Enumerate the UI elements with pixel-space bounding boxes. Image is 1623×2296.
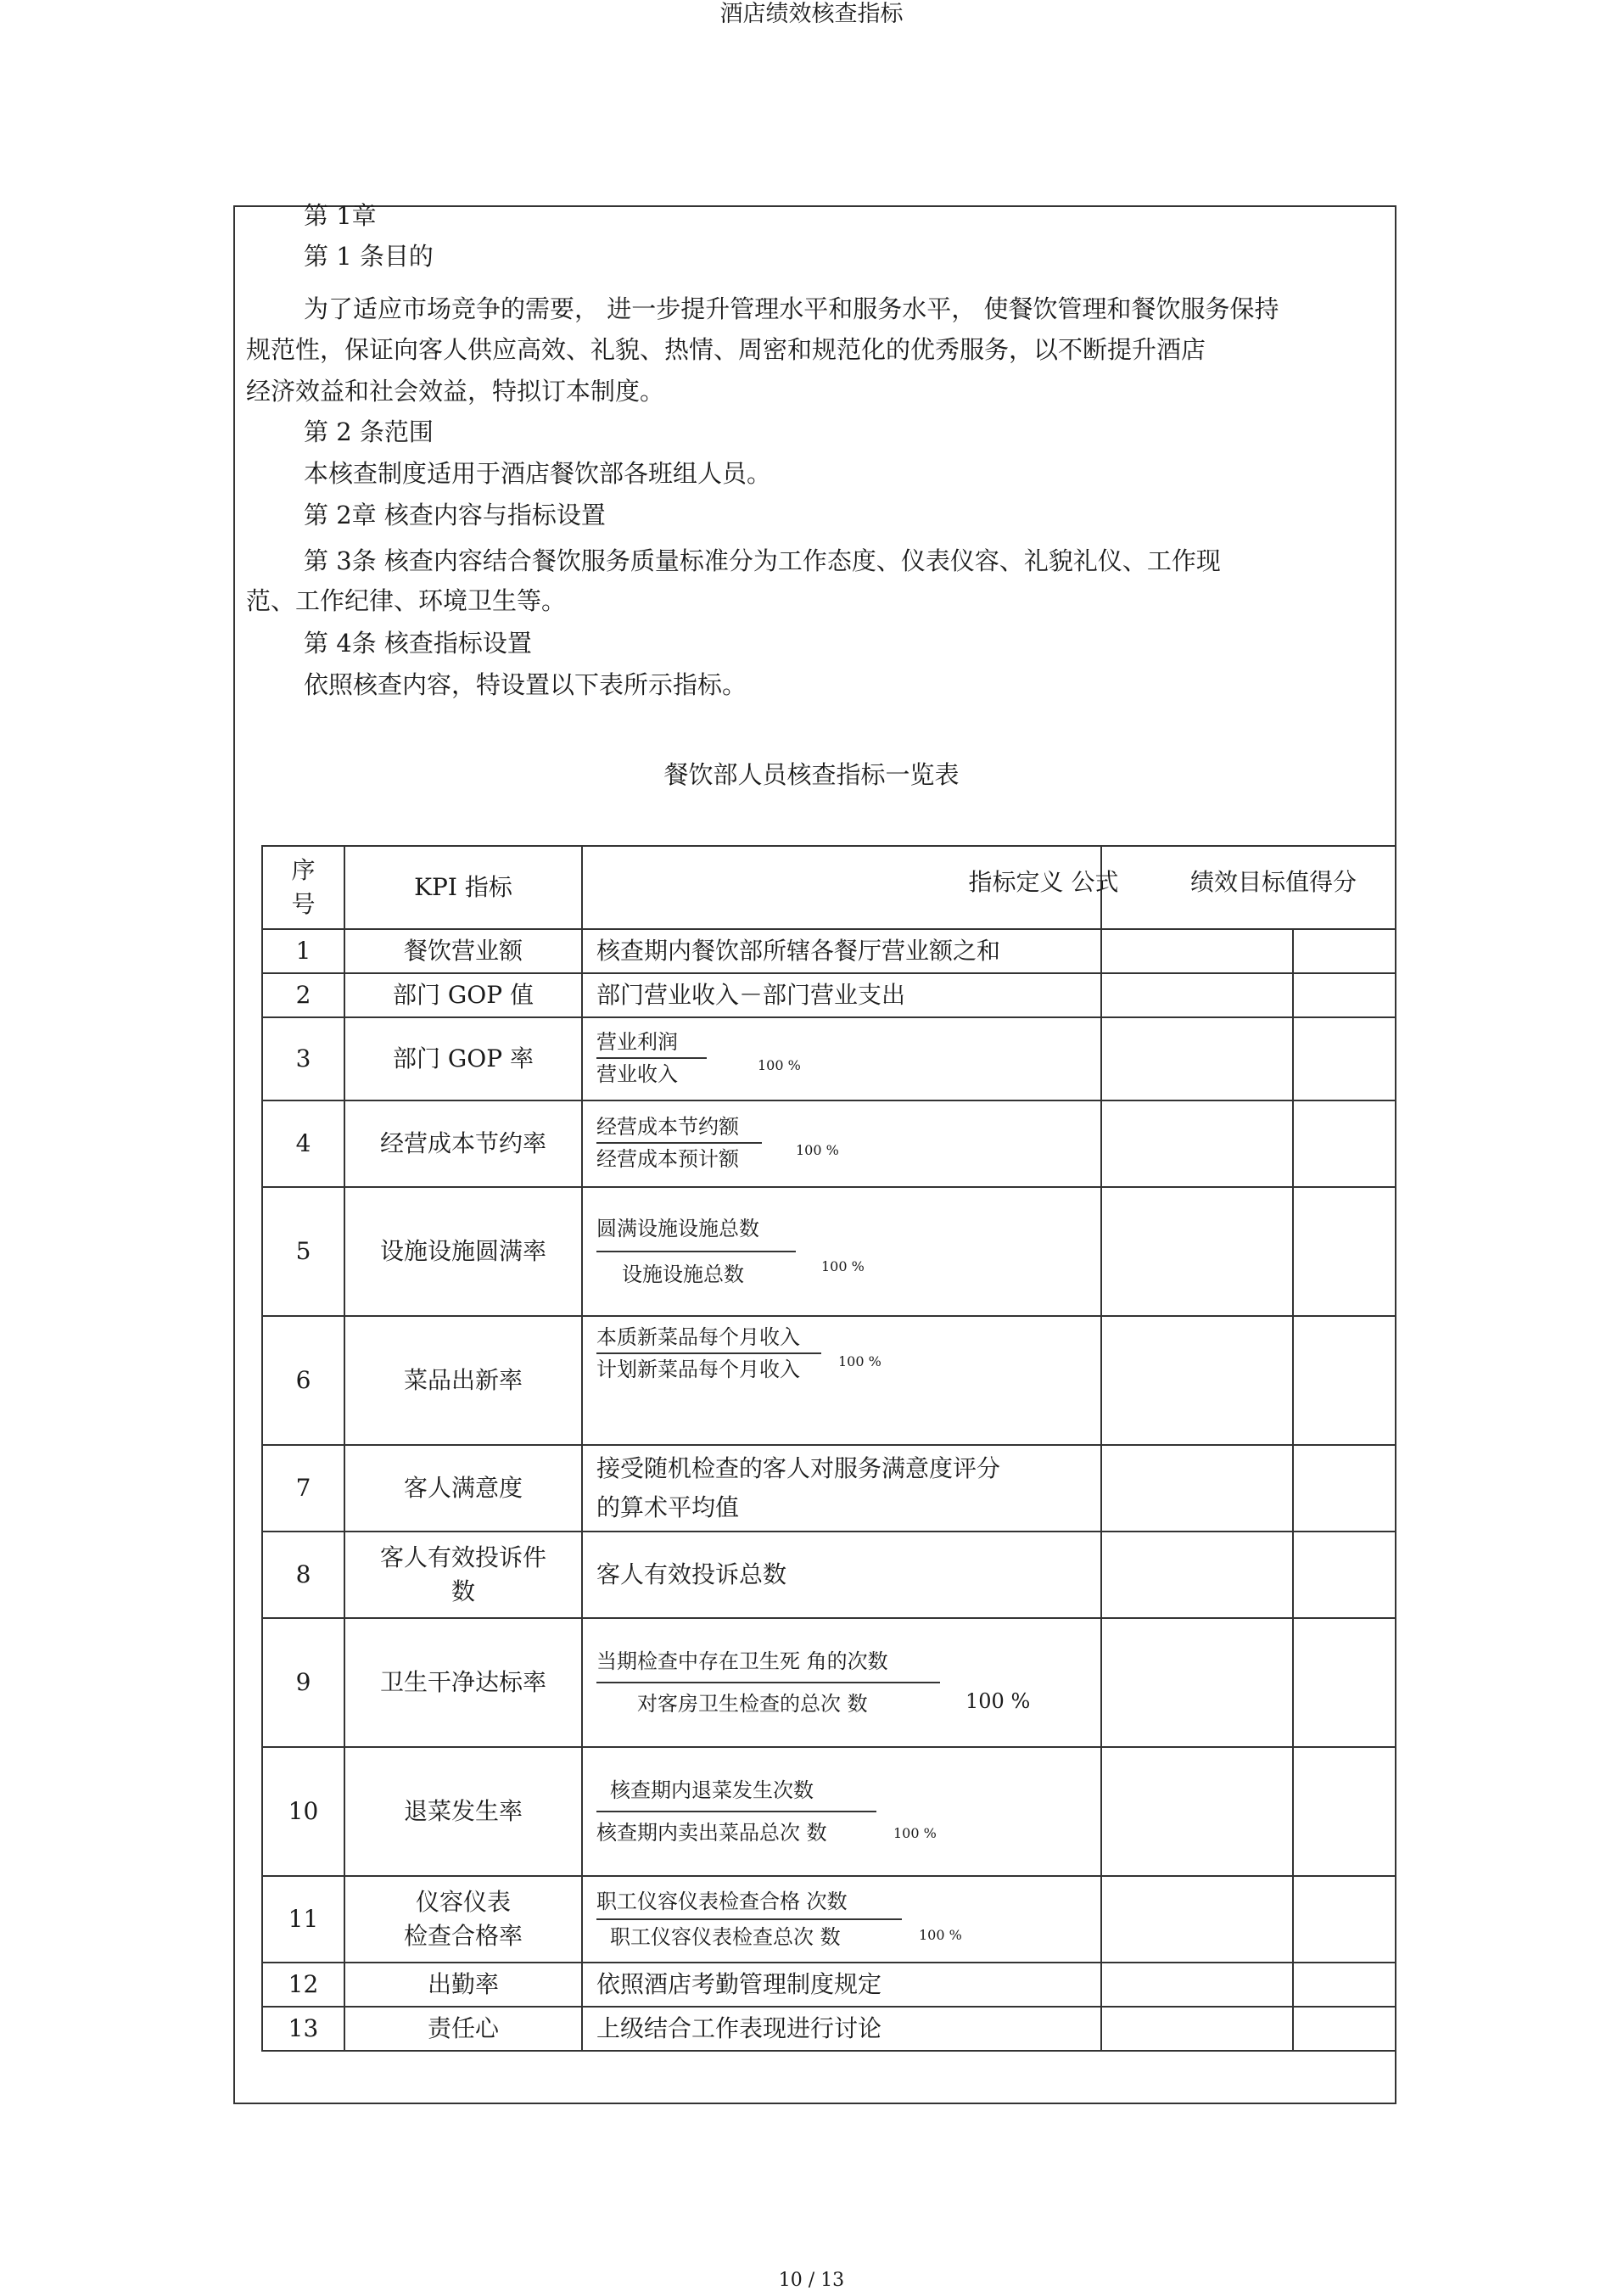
row-definition — [582, 1017, 1101, 1100]
row-definition: 核查期内餐饮部所辖各餐厅营业额之和 — [582, 929, 1101, 973]
table-row — [262, 1445, 1396, 1532]
formula-numerator: 营业利润 — [596, 1029, 678, 1054]
formula-fraction — [596, 1641, 940, 1724]
row-score — [1293, 1316, 1396, 1445]
table-row — [262, 1100, 1396, 1187]
row-target — [1101, 1963, 1293, 2007]
page-header: 酒店绩效核查指标 — [719, 1, 904, 27]
row-kpi: 经营成本节约率 — [344, 1100, 582, 1187]
row-score — [1293, 1445, 1396, 1532]
header-definition: 指标定义 公式 — [582, 846, 1101, 929]
formula-percent: 100 % — [821, 1257, 865, 1274]
formula-percent: 100 % — [919, 1927, 962, 1944]
row-target — [1101, 1445, 1293, 1532]
row-score — [1293, 1963, 1396, 2007]
kpi-table — [261, 845, 1396, 2052]
row-definition — [582, 1876, 1101, 1963]
row-kpi: 仪容仪表 检查合格率 — [344, 1876, 582, 1963]
row-kpi: 客人有效投诉件 数 — [344, 1532, 582, 1618]
table-row — [262, 1532, 1396, 1618]
chapter-1-heading: 第 1章 — [304, 201, 377, 230]
row-score — [1293, 1876, 1396, 1963]
formula-fraction — [596, 1770, 876, 1853]
formula-denominator: 营业收入 — [596, 1061, 678, 1086]
formula-percent: 100 % — [758, 1057, 801, 1074]
table-row — [262, 1316, 1396, 1445]
row-no: 13 — [262, 2007, 344, 2051]
row-kpi: 部门 GOP 值 — [344, 973, 582, 1017]
article-4-title: 第 4条 核查指标设置 — [304, 629, 532, 658]
formula-fraction — [596, 1322, 821, 1385]
row-target — [1101, 2007, 1293, 2051]
row-definition: 上级结合工作表现进行讨论 — [582, 2007, 1101, 2051]
table-row — [262, 1963, 1396, 2007]
row-score — [1293, 1100, 1396, 1187]
row-score — [1293, 1532, 1396, 1618]
table-row — [262, 2007, 1396, 2051]
article-2-title: 第 2 条范围 — [304, 417, 434, 446]
table-header-row — [262, 846, 1396, 929]
formula-numerator: 经营成本节约额 — [596, 1114, 739, 1139]
header-kpi: KPI 指标 — [344, 846, 582, 929]
row-definition — [582, 1100, 1101, 1187]
formula-denominator: 经营成本预计额 — [596, 1146, 739, 1171]
row-kpi: 部门 GOP 率 — [344, 1017, 582, 1100]
row-no: 1 — [262, 929, 344, 973]
formula-numerator: 当期检查中存在卫生死 角的次数 — [596, 1649, 888, 1673]
article-1-line-3: 经济效益和社会效益，特拟订本制度。 — [246, 377, 665, 406]
row-score — [1293, 1017, 1396, 1100]
article-2-text: 本核查制度适用于酒店餐饮部各班组人员。 — [304, 459, 772, 488]
formula-numerator: 核查期内退菜发生次数 — [610, 1778, 814, 1802]
row-target — [1101, 973, 1293, 1017]
row-definition: 依照酒店考勤管理制度规定 — [582, 1963, 1101, 2007]
row-no: 6 — [262, 1316, 344, 1445]
formula-fraction — [596, 1027, 707, 1089]
table-row — [262, 1017, 1396, 1100]
row-no: 12 — [262, 1963, 344, 2007]
row-no: 3 — [262, 1017, 344, 1100]
formula-fraction — [596, 1884, 902, 1954]
row-definition — [582, 1747, 1101, 1876]
table-row — [262, 929, 1396, 973]
row-target — [1101, 1187, 1293, 1316]
row-no: 9 — [262, 1618, 344, 1747]
row-target — [1101, 1532, 1293, 1618]
table-row — [262, 1187, 1396, 1316]
row-target — [1101, 1618, 1293, 1747]
formula-percent: 100 % — [965, 1688, 1031, 1713]
row-kpi: 餐饮营业额 — [344, 929, 582, 973]
table-row — [262, 1618, 1396, 1747]
formula-numerator: 圆满设施设施总数 — [596, 1217, 759, 1240]
article-3-line-2: 范、工作纪律、环境卫生等。 — [246, 586, 567, 615]
formula-percent: 100 % — [796, 1142, 839, 1159]
table-title: 餐饮部人员核查指标一览表 — [663, 760, 960, 789]
row-kpi: 责任心 — [344, 2007, 582, 2051]
row-definition — [582, 1187, 1101, 1316]
row-target — [1101, 1316, 1293, 1445]
row-definition: 部门营业收入－部门营业支出 — [582, 973, 1101, 1017]
article-1-line-1: 为了适应市场竞争的需要， 进一步提升管理水平和服务水平， 使餐饮管理和餐饮服务保持 — [304, 294, 1279, 323]
row-definition — [582, 1618, 1101, 1747]
chapter-2-heading: 第 2章 核查内容与指标设置 — [304, 501, 606, 529]
row-definition — [582, 1316, 1101, 1445]
formula-fraction — [596, 1112, 762, 1174]
row-score — [1293, 1747, 1396, 1876]
formula-percent: 100 % — [893, 1824, 937, 1841]
page-number: 10 / 13 — [778, 2270, 845, 2291]
article-4-text: 依照核查内容，特设置以下表所示指标。 — [304, 670, 747, 699]
row-kpi: 菜品出新率 — [344, 1316, 582, 1445]
row-target — [1101, 929, 1293, 973]
formula-denominator: 职工仪容仪表检查总次 数 — [610, 1924, 841, 1949]
row-target — [1101, 1876, 1293, 1963]
row-kpi: 客人满意度 — [344, 1445, 582, 1532]
row-definition: 接受随机检查的客人对服务满意度评分 的算术平均值 — [582, 1445, 1101, 1532]
header-target-score: 绩效目标值得分 — [1101, 846, 1396, 929]
row-target — [1101, 1100, 1293, 1187]
article-1-line-2: 规范性，保证向客人供应高效、礼貌、热情、周密和规范化的优秀服务，以不断提升酒店 — [246, 335, 1206, 364]
table-row — [262, 1876, 1396, 1963]
formula-denominator: 计划新菜品每个月收入 — [596, 1358, 800, 1381]
row-no: 10 — [262, 1747, 344, 1876]
row-target — [1101, 1017, 1293, 1100]
formula-denominator: 设施设施总数 — [622, 1263, 744, 1286]
row-definition: 客人有效投诉总数 — [582, 1532, 1101, 1618]
row-score — [1293, 2007, 1396, 2051]
row-no: 2 — [262, 973, 344, 1017]
formula-percent: 100 % — [838, 1352, 881, 1369]
row-score — [1293, 1187, 1396, 1316]
row-no: 5 — [262, 1187, 344, 1316]
row-score — [1293, 973, 1396, 1017]
row-kpi: 卫生干净达标率 — [344, 1618, 582, 1747]
row-kpi: 出勤率 — [344, 1963, 582, 2007]
row-no: 7 — [262, 1445, 344, 1532]
article-3-line-1: 第 3条 核查内容结合餐饮服务质量标准分为工作态度、仪表仪容、礼貌礼仪、工作现 — [304, 546, 1221, 575]
row-score — [1293, 929, 1396, 973]
formula-denominator: 对客房卫生检查的总次 数 — [637, 1692, 868, 1716]
formula-denominator: 核查期内卖出菜品总次 数 — [596, 1821, 827, 1845]
formula-numerator: 本质新菜品每个月收入 — [596, 1325, 800, 1349]
article-1-title: 第 1 条目的 — [304, 242, 434, 271]
row-score — [1293, 1618, 1396, 1747]
row-kpi: 设施设施圆满率 — [344, 1187, 582, 1316]
row-no: 4 — [262, 1100, 344, 1187]
table-row — [262, 1747, 1396, 1876]
row-no: 8 — [262, 1532, 344, 1618]
row-target — [1101, 1747, 1293, 1876]
row-no: 11 — [262, 1876, 344, 1963]
formula-numerator: 职工仪容仪表检查合格 次数 — [596, 1889, 848, 1913]
row-kpi: 退菜发生率 — [344, 1747, 582, 1876]
table-row — [262, 973, 1396, 1017]
formula-fraction — [596, 1207, 796, 1296]
header-no: 序 号 — [262, 846, 344, 929]
